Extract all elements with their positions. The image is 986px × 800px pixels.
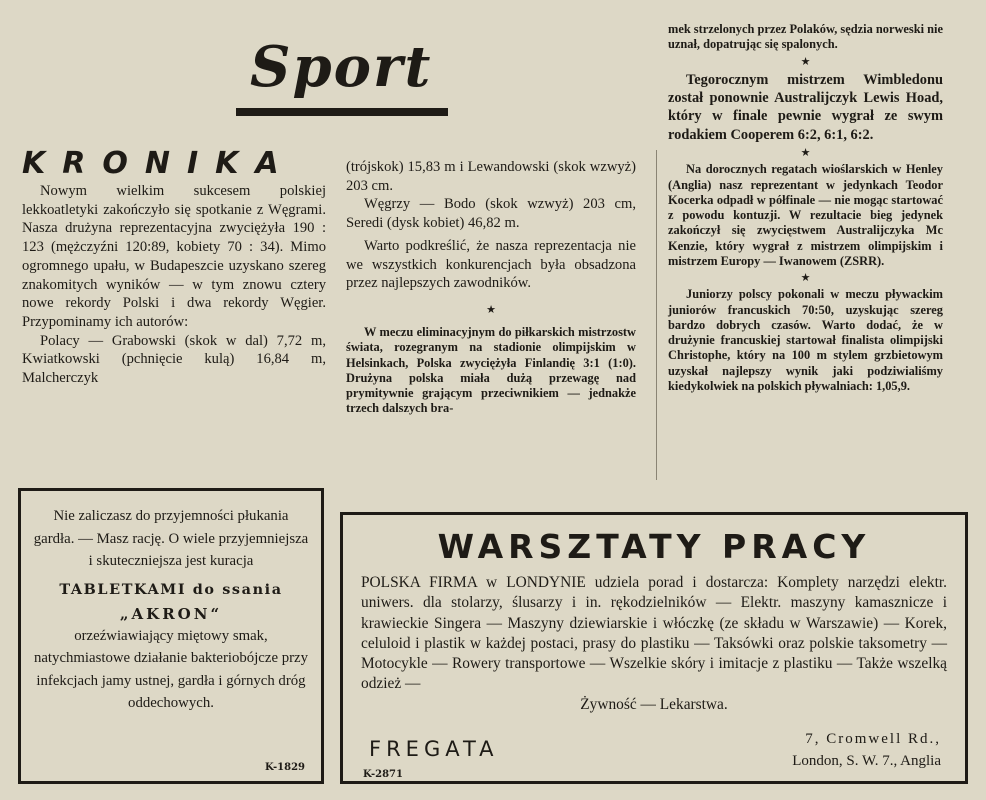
article-column-1 <box>22 182 326 388</box>
paragraph: Na dorocznych regatach wioślarskich w Henley (Anglia) nasz reprezentant w jedynkach Teodor Kocerka odpadł w półfinale — nie mogąc startować z powodu kontuzji. W rezultacie bieg jedynek zakończył się zwycięstwem Australijczyka Mc Kenzie, który wygrał z mistrzem olimpijskim i mistrzem Europy — Iwanowem (ZSRR). <box>668 162 943 268</box>
paragraph: Polacy — Grabowski (skok w dal) 7,72 m, Kwiatkowski (pchnięcie kulą) 16,84 m, Malcherczyk <box>22 332 326 387</box>
paragraph: W meczu eliminacyjnym do piłkarskich mistrzostw świata, rozegranym na stadionie olimpijskim w Helsinkach, Polska zwyciężyła Finlandię 3:1 (1:0). Drużyna polska miała dużą przewagę nad prymitywnie grającym przeciwnikiem — jednakże trzech dalszych bra- <box>346 324 636 416</box>
paragraph: Tegorocznym mistrzem Wimbledonu został ponownie Australijczyk Lewis Hoad, który w finale pewnie wygrał ze swym rodakiem Cooperem 6:2, 6:1, 6:2. <box>668 71 943 143</box>
paragraph: mek strzelonych przez Polaków, sędzia norweski nie uznał, dopatrując się spalonych. <box>668 22 943 52</box>
article-column-2 <box>346 158 636 417</box>
ad-title: WARSZTATY PRACY <box>437 527 871 566</box>
ad-intro: Nie zaliczasz do przyjemności płukania gardła. — Masz rację. O wiele przyjemniejsza i skuteczniejsza jest kuracja <box>33 508 309 569</box>
wimbledon-report <box>668 71 943 145</box>
ad-code: K-1829 <box>265 762 305 773</box>
star-divider: ★ <box>800 146 811 160</box>
ad-address-line2: London, S. W. 7., Anglia <box>792 753 941 769</box>
football-report <box>346 325 636 417</box>
sport-logo-text: Sport <box>250 34 433 100</box>
ad-body: orzeźwiawiający miętowy smak, natychmiastowe działanie bakteriobójcze przy infekcjach jamy ustnej, gardła i górnych dróg oddechowych. <box>33 627 309 711</box>
ad-firm-name: FREGATA <box>369 737 499 761</box>
ad-address-line1: 7, Cromwell Rd., <box>805 731 941 747</box>
article-column-3 <box>668 22 943 394</box>
section-title: KRONIKA <box>22 146 296 181</box>
ad-body: POLSKA FIRMA w LONDYNIE udziela porad i dostarcza: Komplety narzędzi elektr. uniwers. dla stolarzy, ślusarzy i in. rękodzielników — Elektr. maszyny kamasznicze i krawieckie Singera — Maszyny dziewiarskie i włóczkę (ze składu w Warszawie) — Korek, celuloid i plastik w każdej postaci, prasy do plastiku — Taksówki oraz polskie taksometry — Motocykle — Rowery transportowe — Wszelkie skóry i imitacje z plastiku — Także wszelką odzież — <box>361 574 947 693</box>
star-divider: ★ <box>800 54 811 68</box>
sport-logo <box>236 34 448 118</box>
swimming-report <box>668 287 943 394</box>
paragraph: Nowym wielkim sukcesem polskiej lekkoatletyki zakończyło się spotkanie z Węgrami. Nasza drużyna reprezentacyjna zwyciężyła 190 : 123 (mężczyźni 120:89, kobiety 70 : 34). Mimo ogromnego upału, w Budapeszcie uzyskano szereg znakomitych wyników — w tym znowu cztery nowe rekordy Polski i dwa rekordy Węgier. Przypominamy ich autorów: <box>22 183 326 330</box>
ad-code: K-2871 <box>363 769 403 780</box>
football-report-cont <box>668 22 943 53</box>
akron-advertisement <box>18 488 324 784</box>
ad-headline: TABLETKAMI do ssania <box>59 580 283 598</box>
star-divider: ★ <box>486 303 496 316</box>
paragraph: Warto podkreślić, że nasza reprezentacja nie we wszystkich konkurencjach była obsadzona przez najlepszych zawodników. <box>346 237 636 292</box>
paragraph: Juniorzy polscy pokonali w meczu pływackim juniorów francuskich 70:50, uzyskując szereg bardzo dobrych czasów. Warto dodać, że w drużynie francuskiej startował finalista olimpijski Christophe, który na 100 m stylem grzbietowym uzyskał najlepszy wynik jaki podziwialiśmy kiedykolwiek na polskich pływalniach: 1,05,9. <box>668 287 943 394</box>
paragraph: (trójskok) 15,83 m i Lewandowski (skok wzwyż) 203 cm. <box>346 159 636 194</box>
henley-report <box>668 162 943 269</box>
logo-underline <box>236 108 448 116</box>
ad-brand: „AKRON“ <box>119 604 223 623</box>
star-divider: ★ <box>800 271 811 285</box>
column-rule <box>656 150 657 480</box>
ad-last-line: Żywność — Lekarstwa. <box>580 695 728 713</box>
paragraph: Węgrzy — Bodo (skok wzwyż) 203 cm, Seredi (dysk kobiet) 46,82 m. <box>346 196 636 232</box>
warsztaty-advertisement <box>340 512 968 784</box>
